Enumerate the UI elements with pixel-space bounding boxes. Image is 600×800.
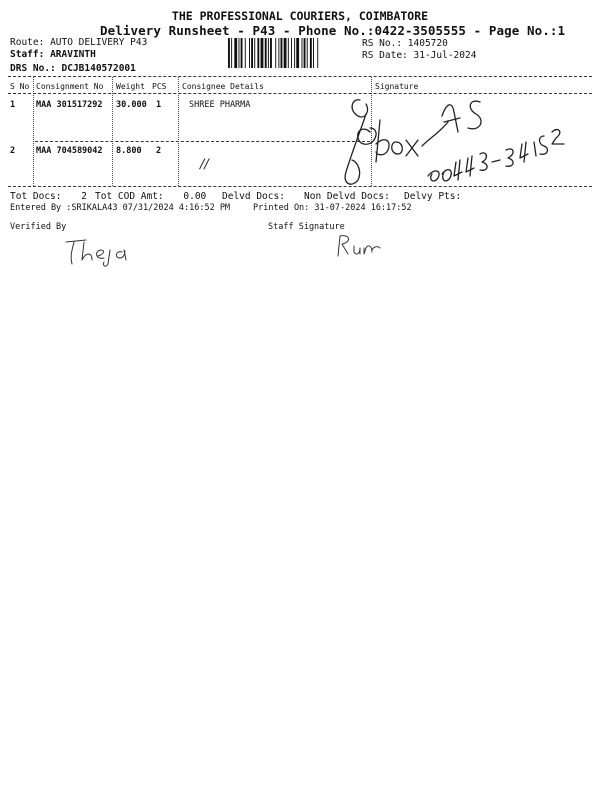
col-header-pcs: PCS xyxy=(152,82,167,91)
runsheet-title: Delivery Runsheet - P43 - Phone No.:0422-3505555 - Page No.:1 xyxy=(100,23,566,38)
col-header-weight: Weight xyxy=(116,82,145,91)
row1-sno: 1 xyxy=(10,100,16,110)
route-line xyxy=(10,37,147,48)
verified-signature xyxy=(62,236,152,268)
delvd-docs-label: Delvd Docs: xyxy=(222,191,285,202)
row2-ditto-mark: // xyxy=(200,157,209,172)
drs-line xyxy=(10,63,136,74)
table-top-rule xyxy=(8,76,592,77)
rs-date-label: RS Date: xyxy=(362,50,408,61)
row1-consignment: MAA 301517292 xyxy=(36,100,103,110)
handwritten-signature xyxy=(330,92,580,192)
staff-signature-label: Staff Signature xyxy=(268,222,345,232)
row1-consignee: SHREE PHARMA xyxy=(189,100,251,110)
staff-sign-mark xyxy=(334,232,384,260)
staff-line xyxy=(10,49,96,60)
entered-by: Entered By :SRIKALA43 07/31/2024 4:16:52 PM xyxy=(10,203,231,213)
col-header-sno: S No xyxy=(10,82,30,91)
printed-on: Printed On: 31-07-2024 16:17:52 xyxy=(253,203,412,213)
rs-date-line xyxy=(362,50,476,61)
column-divider xyxy=(33,77,34,186)
tot-docs xyxy=(10,191,87,202)
barcode-icon xyxy=(228,38,353,68)
row2-weight: 8.800 xyxy=(116,146,142,156)
row1-weight: 30.000 xyxy=(116,100,147,110)
row-divider xyxy=(35,141,370,142)
rs-date-value: 31-Jul-2024 xyxy=(413,50,477,61)
staff-label: Staff: xyxy=(10,49,45,60)
tot-docs-label: Tot Docs: xyxy=(10,191,62,202)
rs-no-label: RS No.: xyxy=(362,38,403,49)
row2-pcs: 2 xyxy=(156,146,162,156)
staff-value: ARAVINTH xyxy=(50,49,96,60)
row1-pcs: 1 xyxy=(156,100,162,110)
rs-no-line xyxy=(362,38,448,49)
row2-sno: 2 xyxy=(10,146,16,156)
delvy-pts-label: Delvy Pts: xyxy=(404,191,462,202)
company-title: THE PROFESSIONAL COURIERS, COIMBATORE xyxy=(171,9,429,23)
non-delvd-docs-label: Non Delvd Docs: xyxy=(304,191,390,202)
col-header-consignment: Consignment No xyxy=(36,82,104,91)
drs-value: DCJB140572001 xyxy=(61,63,136,74)
tot-cod-value: 0.00 xyxy=(183,191,207,202)
col-header-consignee: Consignee Details xyxy=(182,82,264,91)
col-header-signature: Signature xyxy=(375,82,419,91)
rs-no-value: 1405720 xyxy=(407,38,448,49)
tot-cod xyxy=(95,191,206,202)
route-value: AUTO DELIVERY P43 xyxy=(50,37,148,48)
drs-label: DRS No.: xyxy=(10,63,56,74)
column-divider xyxy=(178,77,179,186)
verified-by-label: Verified By xyxy=(10,222,67,232)
route-label: Route: xyxy=(10,37,45,48)
tot-docs-value: 2 xyxy=(81,191,87,202)
tot-cod-label: Tot COD Amt: xyxy=(95,191,164,202)
row2-consignment: MAA 704589042 xyxy=(36,146,103,156)
column-divider xyxy=(112,77,113,186)
